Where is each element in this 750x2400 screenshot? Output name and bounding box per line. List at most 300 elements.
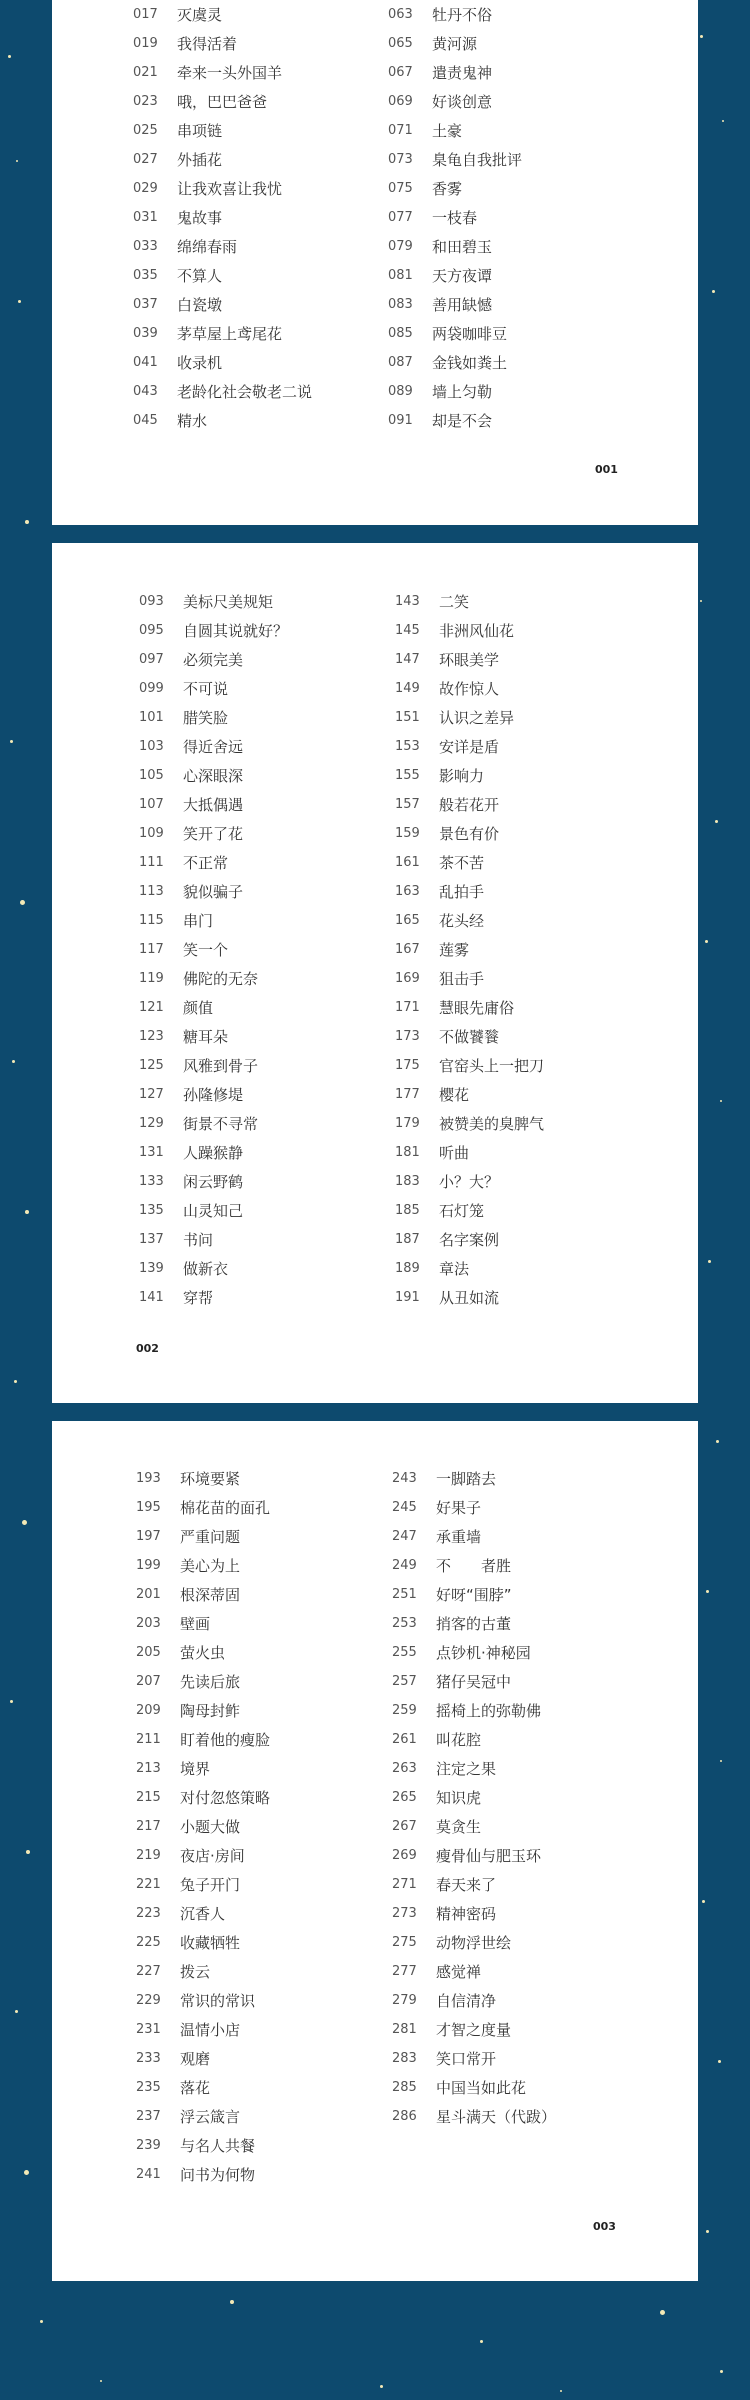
star-dot: [100, 2380, 102, 2382]
toc-item-title: 安详是盾: [439, 738, 500, 756]
toc-item: [136, 1783, 270, 1812]
toc-item-title: 佛陀的无奈: [183, 970, 259, 988]
toc-item: [395, 1225, 544, 1254]
toc-item: [136, 2160, 270, 2189]
toc-item-number: 031: [133, 210, 158, 225]
toc-item-number: 211: [136, 1732, 161, 1747]
toc-item-title: 樱花: [439, 1086, 470, 1104]
toc-item-title: 对付忽悠策略: [180, 1789, 271, 1807]
page-number: 001: [595, 463, 618, 476]
toc-item: [136, 1812, 270, 1841]
toc-item-number: 199: [136, 1558, 161, 1573]
toc-item-title: 和田碧玉: [432, 238, 493, 256]
toc-item-number: 185: [395, 1203, 420, 1218]
toc-item: [136, 1928, 270, 1957]
toc-item-number: 237: [136, 2109, 161, 2124]
toc-item-title: 盯着他的瘦脸: [180, 1731, 271, 1749]
toc-right-column: [388, 0, 522, 435]
toc-item-number: 229: [136, 1993, 161, 2008]
toc-item-number: 183: [395, 1174, 420, 1189]
toc-item-title: 白瓷墩: [177, 296, 223, 314]
toc-item: [133, 29, 312, 58]
toc-item-title: 山灵知己: [183, 1202, 244, 1220]
toc-item-title: 猪仔吴冠中: [436, 1673, 512, 1691]
toc-left-column: [139, 587, 288, 1312]
toc-item-title: 非洲风仙花: [439, 622, 515, 640]
toc-item: [395, 1138, 544, 1167]
toc-item-title: 两袋咖啡豆: [432, 325, 508, 343]
toc-item-number: 239: [136, 2138, 161, 2153]
toc-item-title: 严重问题: [180, 1528, 241, 1546]
toc-item: [139, 645, 288, 674]
toc-item-title: 茅草屋上鸢尾花: [177, 325, 283, 343]
toc-item: [388, 116, 522, 145]
toc-item: [136, 1522, 270, 1551]
star-dot: [8, 55, 11, 58]
toc-item-title: 不做饕餮: [439, 1028, 500, 1046]
toc-item: [139, 703, 288, 732]
toc-item-number: 109: [139, 826, 164, 841]
toc-item-title: 绵绵春雨: [177, 238, 238, 256]
toc-item-number: 115: [139, 913, 164, 928]
star-dot: [720, 1100, 722, 1102]
toc-item: [139, 1283, 288, 1312]
star-dot: [25, 1210, 29, 1214]
toc-item-number: 261: [392, 1732, 417, 1747]
toc-item: [395, 848, 544, 877]
toc-item: [139, 1109, 288, 1138]
toc-item: [395, 935, 544, 964]
toc-item-number: 209: [136, 1703, 161, 1718]
toc-item: [136, 1870, 270, 1899]
toc-item-number: 171: [395, 1000, 420, 1015]
toc-item: [388, 348, 522, 377]
toc-item-title: 故作惊人: [439, 680, 500, 698]
toc-item: [388, 87, 522, 116]
toc-item-title: 让我欢喜让我忧: [177, 180, 283, 198]
star-dot: [10, 1700, 13, 1703]
toc-item: [395, 1051, 544, 1080]
toc-item-number: 253: [392, 1616, 417, 1631]
toc-item-number: 235: [136, 2080, 161, 2095]
toc-item-title: 壁画: [180, 1615, 211, 1633]
toc-item-title: 得近舍远: [183, 738, 244, 756]
toc-item-number: 123: [139, 1029, 164, 1044]
toc-item-number: 179: [395, 1116, 420, 1131]
toc-item-title: 动物浮世绘: [436, 1934, 512, 1952]
toc-item-number: 247: [392, 1529, 417, 1544]
toc-item: [388, 58, 522, 87]
toc-item-number: 207: [136, 1674, 161, 1689]
toc-item: [392, 1957, 556, 1986]
toc-item-number: 285: [392, 2080, 417, 2095]
toc-item-number: 193: [136, 1471, 161, 1486]
toc-item-number: 265: [392, 1790, 417, 1805]
toc-item-number: 019: [133, 36, 158, 51]
toc-item-number: 231: [136, 2022, 161, 2037]
toc-item-title: 笑一个: [183, 941, 229, 959]
toc-item-title: 风雅到骨子: [183, 1057, 259, 1075]
toc-page-2: [52, 543, 698, 1403]
star-dot: [720, 2370, 723, 2373]
star-dot: [230, 2300, 234, 2304]
toc-item-title: 臬龟自我批评: [432, 151, 523, 169]
toc-item-title: 花头经: [439, 912, 485, 930]
toc-item-number: 259: [392, 1703, 417, 1718]
toc-item-title: 莫贪生: [436, 1818, 482, 1836]
toc-item-title: 夜店·房间: [180, 1847, 245, 1865]
star-dot: [16, 160, 18, 162]
toc-item: [136, 1754, 270, 1783]
toc-item: [395, 790, 544, 819]
star-dot: [22, 1520, 27, 1525]
toc-item: [136, 1580, 270, 1609]
toc-item: [136, 2102, 270, 2131]
toc-item-number: 263: [392, 1761, 417, 1776]
toc-item-title: 自圆其说就好？: [183, 622, 289, 640]
toc-item-title: 环眼美学: [439, 651, 500, 669]
toc-item: [395, 732, 544, 761]
toc-item-title: 笑口常开: [436, 2050, 497, 2068]
toc-item: [136, 1725, 270, 1754]
toc-item: [388, 0, 522, 29]
toc-item: [395, 1022, 544, 1051]
star-dot: [26, 1850, 30, 1854]
toc-item-number: 271: [392, 1877, 417, 1892]
toc-item-title: 天方夜谭: [432, 267, 493, 285]
toc-item-title: 环境要紧: [180, 1470, 241, 1488]
star-dot: [40, 2320, 43, 2323]
toc-item-number: 245: [392, 1500, 417, 1515]
toc-item: [388, 319, 522, 348]
toc-item-title: 小题大做: [180, 1818, 241, 1836]
toc-item: [392, 2015, 556, 2044]
toc-page-1: [52, 0, 698, 525]
toc-item: [139, 790, 288, 819]
toc-item-title: 颜值: [183, 999, 214, 1017]
toc-item: [133, 0, 312, 29]
toc-item: [133, 290, 312, 319]
star-dot: [480, 2340, 483, 2343]
toc-item-title: 精神密码: [436, 1905, 497, 1923]
toc-item-title: 瘦骨仙与肥玉环: [436, 1847, 542, 1865]
toc-item: [392, 1754, 556, 1783]
toc-item-number: 277: [392, 1964, 417, 1979]
toc-item-title: 被赞美的臭脾气: [439, 1115, 545, 1133]
toc-item: [136, 1696, 270, 1725]
toc-item-number: 017: [133, 7, 158, 22]
toc-item: [392, 1638, 556, 1667]
star-dot: [712, 290, 715, 293]
toc-item: [388, 232, 522, 261]
toc-item-number: 161: [395, 855, 420, 870]
toc-item: [392, 1696, 556, 1725]
toc-item-number: 027: [133, 152, 158, 167]
toc-item-number: 153: [395, 739, 420, 754]
toc-item: [136, 2073, 270, 2102]
toc-item-title: 哦，巴巴爸爸: [177, 93, 268, 111]
toc-item-number: 077: [388, 210, 413, 225]
star-dot: [18, 300, 21, 303]
toc-item-number: 215: [136, 1790, 161, 1805]
toc-item: [395, 1080, 544, 1109]
toc-item-title: 自信清净: [436, 1992, 497, 2010]
toc-item-title: 与名人共餐: [180, 2137, 256, 2155]
toc-item-title: 棉花苗的面孔: [180, 1499, 271, 1517]
toc-item-number: 037: [133, 297, 158, 312]
toc-item-title: 景色有价: [439, 825, 500, 843]
toc-item-number: 147: [395, 652, 420, 667]
toc-item: [133, 203, 312, 232]
toc-item: [139, 616, 288, 645]
toc-item: [392, 1812, 556, 1841]
toc-item-title: 影响力: [439, 767, 485, 785]
toc-item-number: 125: [139, 1058, 164, 1073]
toc-item-number: 279: [392, 1993, 417, 2008]
toc-item: [392, 2044, 556, 2073]
toc-item: [136, 2044, 270, 2073]
star-dot: [700, 35, 703, 38]
toc-item-title: 收藏牺牲: [180, 1934, 241, 1952]
star-dot: [700, 600, 702, 602]
toc-item: [388, 377, 522, 406]
toc-item: [133, 319, 312, 348]
toc-item-number: 081: [388, 268, 413, 283]
toc-item-number: 089: [388, 384, 413, 399]
toc-item-title: 中国当如此花: [436, 2079, 527, 2097]
toc-item-title: 香雾: [432, 180, 463, 198]
toc-item-title: 温情小店: [180, 2021, 241, 2039]
toc-item: [395, 674, 544, 703]
toc-item-title: 土豪: [432, 122, 463, 140]
toc-item-number: 063: [388, 7, 413, 22]
toc-item-number: 043: [133, 384, 158, 399]
toc-item: [139, 993, 288, 1022]
toc-item: [392, 1493, 556, 1522]
toc-item-title: 般若花开: [439, 796, 500, 814]
toc-item: [139, 1196, 288, 1225]
star-dot: [14, 1380, 17, 1383]
toc-item: [388, 174, 522, 203]
toc-item: [139, 1080, 288, 1109]
toc-item-title: 名字案例: [439, 1231, 500, 1249]
toc-item-number: 201: [136, 1587, 161, 1602]
toc-item-number: 087: [388, 355, 413, 370]
toc-item: [136, 1957, 270, 1986]
toc-item: [139, 732, 288, 761]
toc-item-title: 狙击手: [439, 970, 485, 988]
toc-item: [392, 1870, 556, 1899]
toc-item-title: 糖耳朵: [183, 1028, 229, 1046]
toc-item: [133, 377, 312, 406]
toc-item: [388, 261, 522, 290]
toc-item-number: 141: [139, 1290, 164, 1305]
toc-item-title: 腊笑脸: [183, 709, 229, 727]
toc-item-title: 大抵偶遇: [183, 796, 244, 814]
toc-right-column: [392, 1464, 556, 2131]
toc-item-title: 境界: [180, 1760, 211, 1778]
toc-item-title: 不可说: [183, 680, 229, 698]
toc-item: [392, 1725, 556, 1754]
toc-item-number: 219: [136, 1848, 161, 1863]
toc-item: [395, 616, 544, 645]
toc-item-title: 点钞机·神秘园: [436, 1644, 531, 1662]
toc-item-title: 串项链: [177, 122, 223, 140]
toc-item: [395, 1254, 544, 1283]
toc-item: [136, 1899, 270, 1928]
toc-item: [139, 906, 288, 935]
star-dot: [720, 1760, 722, 1762]
toc-item-number: 023: [133, 94, 158, 109]
toc-item-title: 根深蒂固: [180, 1586, 241, 1604]
toc-item-number: 075: [388, 181, 413, 196]
toc-item: [139, 848, 288, 877]
toc-item-number: 069: [388, 94, 413, 109]
star-dot: [706, 2230, 709, 2233]
toc-item: [388, 406, 522, 435]
toc-item: [136, 1609, 270, 1638]
toc-item-number: 249: [392, 1558, 417, 1573]
toc-item-number: 085: [388, 326, 413, 341]
toc-item-number: 091: [388, 413, 413, 428]
toc-item-title: 摇椅上的弥勒佛: [436, 1702, 542, 1720]
toc-item-title: 心深眼深: [183, 767, 244, 785]
toc-item-title: 陶母封鲊: [180, 1702, 241, 1720]
toc-item-title: 不正常: [183, 854, 229, 872]
toc-item-title: 莲雾: [439, 941, 470, 959]
toc-item: [392, 1522, 556, 1551]
toc-item: [395, 1283, 544, 1312]
toc-item-number: 129: [139, 1116, 164, 1131]
toc-item: [136, 1638, 270, 1667]
toc-item-number: 205: [136, 1645, 161, 1660]
star-dot: [718, 2060, 721, 2063]
toc-item-title: 人躁猴静: [183, 1144, 244, 1162]
toc-item-number: 169: [395, 971, 420, 986]
toc-item: [139, 964, 288, 993]
toc-item: [139, 587, 288, 616]
toc-item-title: 不 者胜: [436, 1557, 512, 1575]
toc-item-number: 093: [139, 594, 164, 609]
toc-item-number: 119: [139, 971, 164, 986]
toc-item: [395, 964, 544, 993]
toc-item-number: 281: [392, 2022, 417, 2037]
toc-item: [139, 761, 288, 790]
toc-item-title: 观磨: [180, 2050, 211, 2068]
toc-item-number: 045: [133, 413, 158, 428]
toc-item-number: 079: [388, 239, 413, 254]
toc-item-number: 071: [388, 123, 413, 138]
toc-item: [136, 1667, 270, 1696]
toc-item: [133, 58, 312, 87]
toc-item-title: 貌似骗子: [183, 883, 244, 901]
toc-item-number: 083: [388, 297, 413, 312]
toc-item: [392, 1783, 556, 1812]
toc-item-number: 227: [136, 1964, 161, 1979]
toc-item-number: 217: [136, 1819, 161, 1834]
toc-item-number: 149: [395, 681, 420, 696]
toc-item: [392, 1551, 556, 1580]
toc-item-number: 029: [133, 181, 158, 196]
toc-item: [139, 1138, 288, 1167]
toc-item: [136, 1841, 270, 1870]
toc-item-title: 注定之果: [436, 1760, 497, 1778]
toc-page-3: [52, 1421, 698, 2281]
toc-item: [392, 1580, 556, 1609]
toc-item: [139, 1225, 288, 1254]
toc-item-number: 103: [139, 739, 164, 754]
toc-item-title: 认识之差异: [439, 709, 515, 727]
toc-item-number: 097: [139, 652, 164, 667]
toc-item-title: 孙隆修堤: [183, 1086, 244, 1104]
page-number: 003: [593, 2220, 616, 2233]
toc-item: [133, 261, 312, 290]
star-dot: [20, 900, 25, 905]
toc-item-title: 书问: [183, 1231, 214, 1249]
toc-item-number: 099: [139, 681, 164, 696]
toc-item-number: 041: [133, 355, 158, 370]
toc-item-title: 老龄化社会敬老二说: [177, 383, 313, 401]
toc-item-title: 常识的常识: [180, 1992, 256, 2010]
toc-item-title: 承重墙: [436, 1528, 482, 1546]
toc-item: [139, 1167, 288, 1196]
toc-item: [133, 348, 312, 377]
toc-item-title: 牵来一头外国羊: [177, 64, 283, 82]
toc-item: [139, 1254, 288, 1283]
toc-item-title: 精水: [177, 412, 208, 430]
toc-item-title: 鬼故事: [177, 209, 223, 227]
toc-item-number: 275: [392, 1935, 417, 1950]
toc-item-number: 269: [392, 1848, 417, 1863]
toc-item-number: 197: [136, 1529, 161, 1544]
toc-item-title: 先读后旅: [180, 1673, 241, 1691]
toc-item-title: 金钱如粪土: [432, 354, 508, 372]
toc-item: [136, 1464, 270, 1493]
toc-item-title: 石灯笼: [439, 1202, 485, 1220]
toc-item-title: 星斗满天（代跋）: [436, 2108, 557, 2126]
toc-left-column: [136, 1464, 270, 2189]
toc-item-number: 283: [392, 2051, 417, 2066]
toc-item-number: 165: [395, 913, 420, 928]
toc-item-number: 143: [395, 594, 420, 609]
toc-item-title: 听曲: [439, 1144, 470, 1162]
toc-item: [139, 1051, 288, 1080]
toc-item-number: 181: [395, 1145, 420, 1160]
toc-item-number: 111: [139, 855, 164, 870]
toc-item-title: 牡丹不俗: [432, 6, 493, 24]
toc-item-title: 沉香人: [180, 1905, 226, 1923]
toc-right-column: [395, 587, 544, 1312]
toc-item: [139, 877, 288, 906]
toc-item-title: 我得活着: [177, 35, 238, 53]
star-dot: [715, 820, 718, 823]
star-dot: [716, 1440, 719, 1443]
toc-item: [392, 1986, 556, 2015]
toc-item-number: 101: [139, 710, 164, 725]
toc-item-title: 萤火虫: [180, 1644, 226, 1662]
toc-item-title: 必须完美: [183, 651, 244, 669]
toc-item-title: 遣责鬼神: [432, 64, 493, 82]
toc-item-title: 从丑如流: [439, 1289, 500, 1307]
toc-item-number: 233: [136, 2051, 161, 2066]
toc-item-title: 问书为何物: [180, 2166, 256, 2184]
toc-item-title: 串门: [183, 912, 214, 930]
toc-item-number: 151: [395, 710, 420, 725]
toc-item: [395, 906, 544, 935]
toc-item: [392, 1841, 556, 1870]
toc-item-number: 173: [395, 1029, 420, 1044]
toc-item-number: 133: [139, 1174, 164, 1189]
